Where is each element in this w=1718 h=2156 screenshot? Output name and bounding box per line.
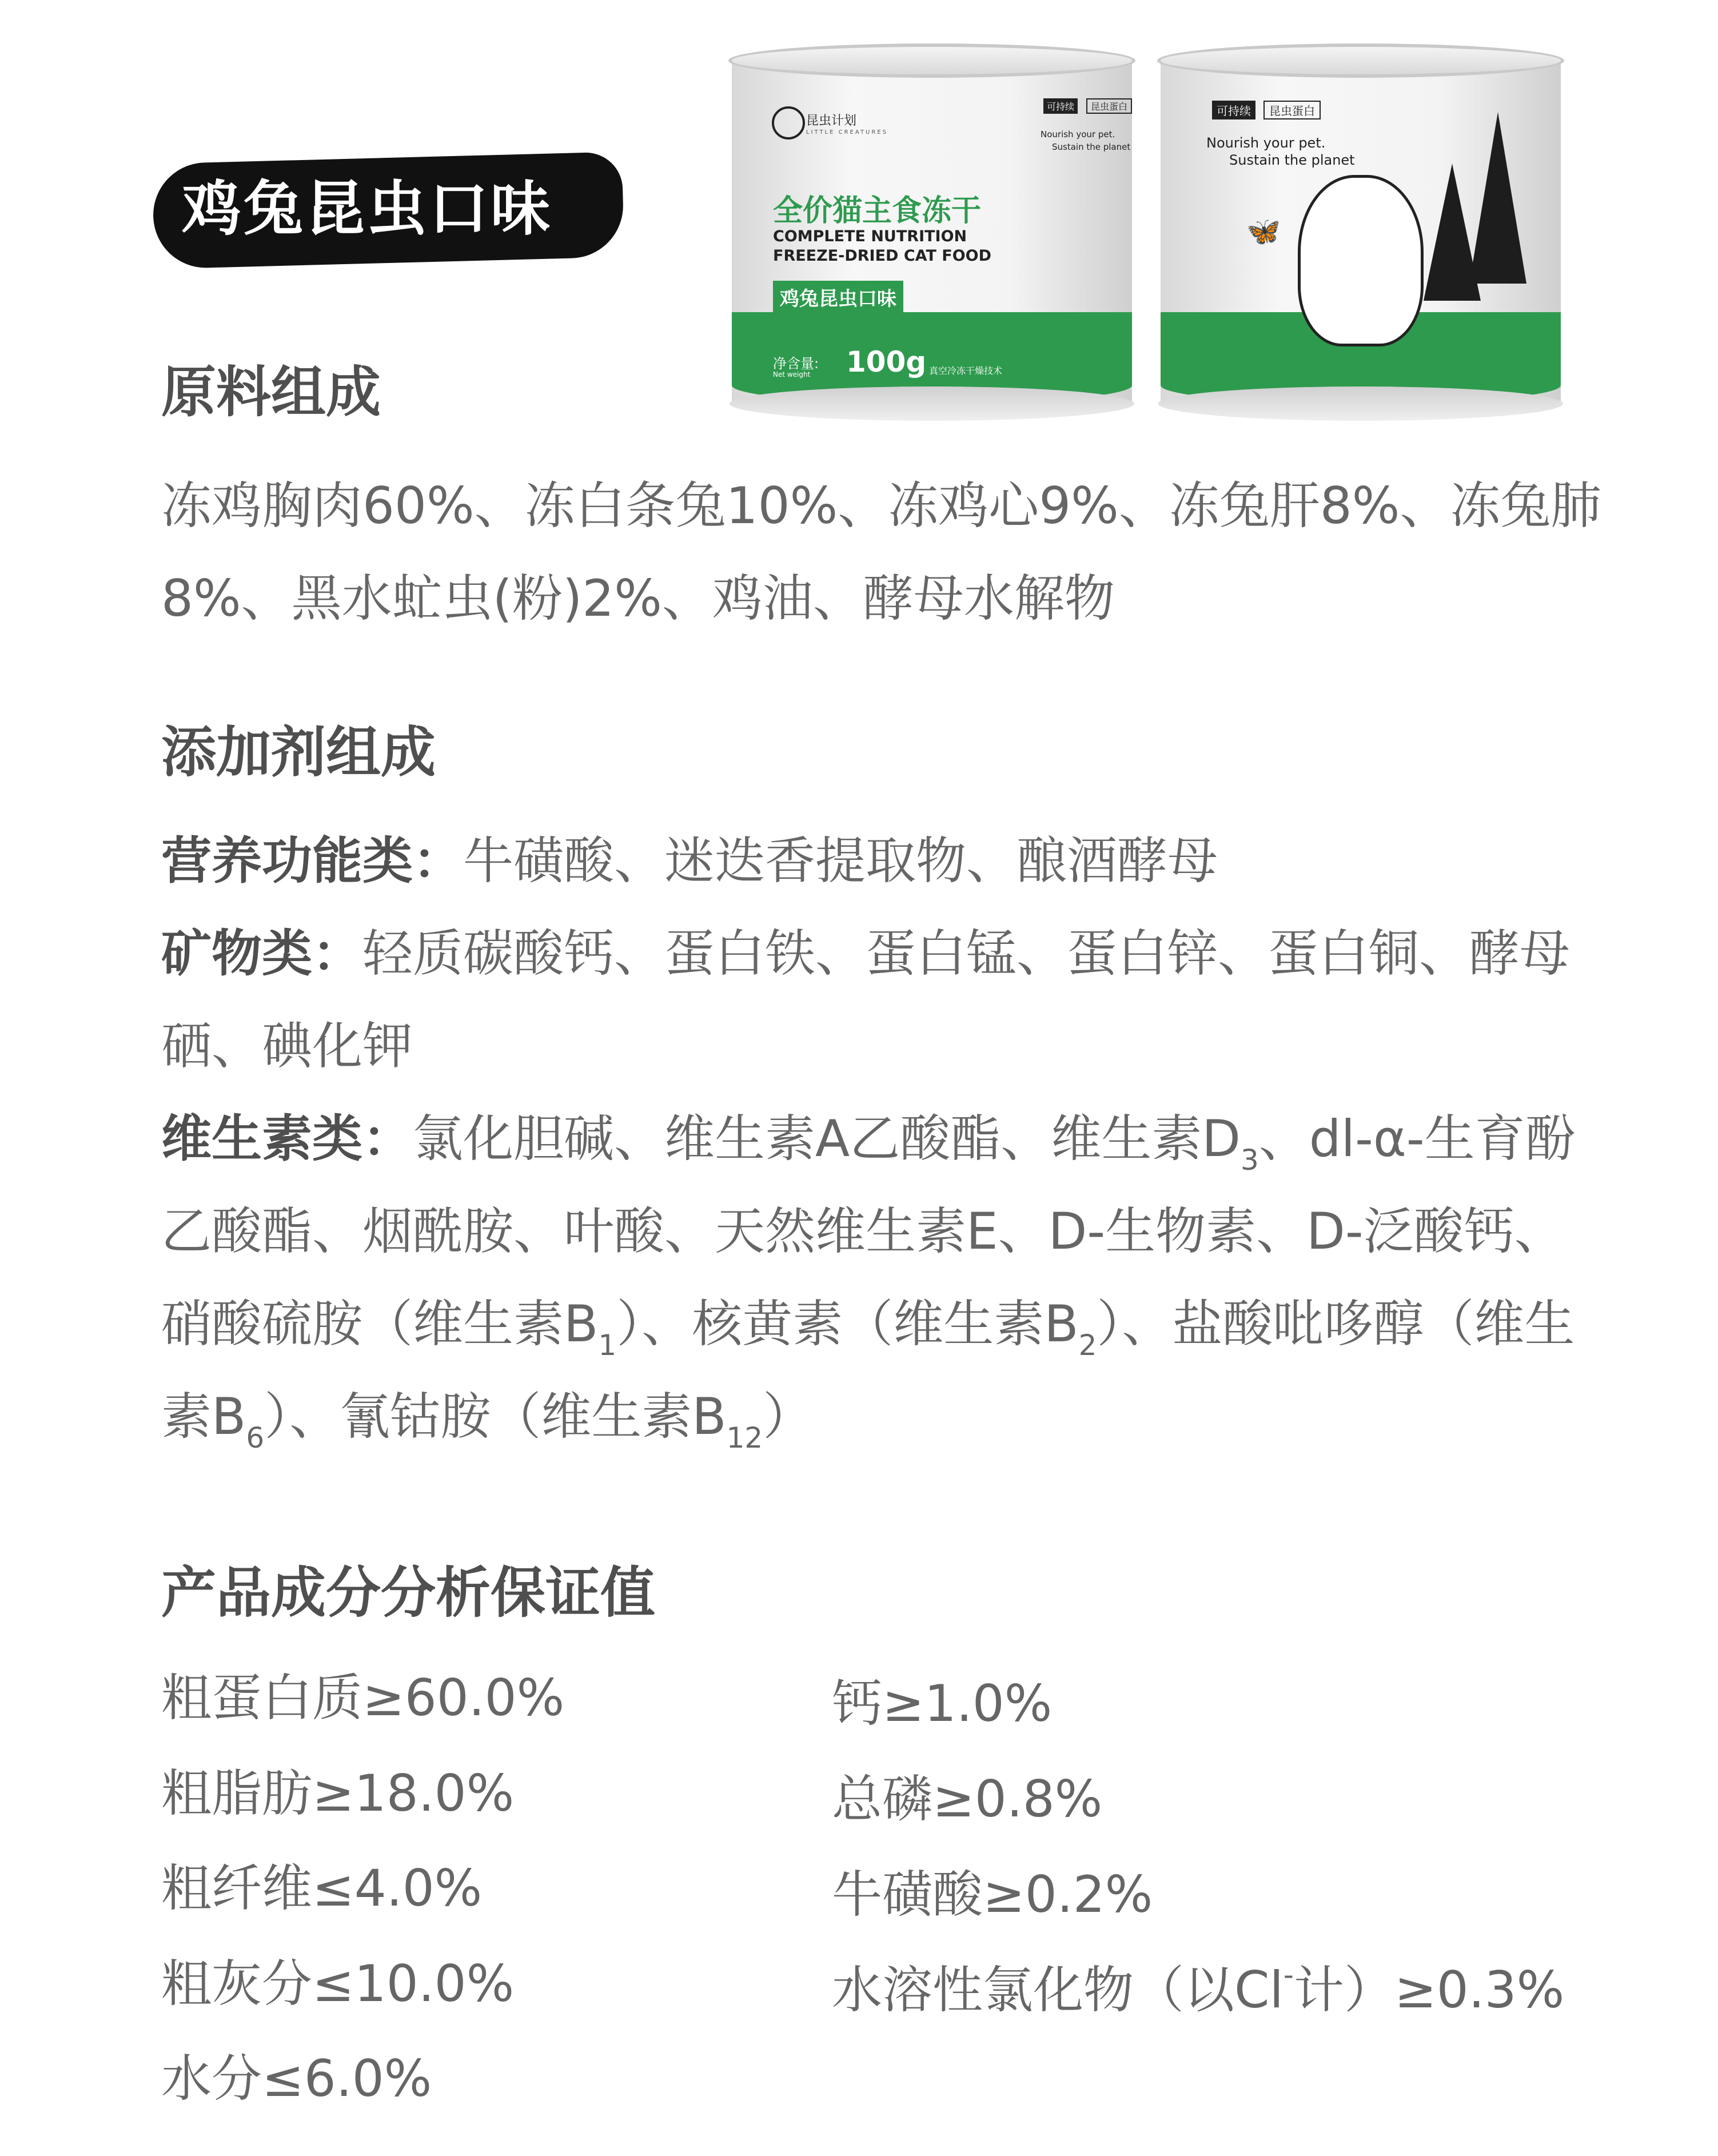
can-tech: 真空冷冻干燥技术 (929, 365, 1003, 376)
additives-block (161, 815, 1602, 1463)
subscript: 2 (1078, 1329, 1097, 1362)
can-net-weight: 100g (846, 345, 927, 378)
product-can-front (732, 43, 1132, 421)
vitamin-text: ）、盐酸吡哆醇（维生素B (161, 1294, 1575, 1446)
can-lid (1157, 43, 1564, 78)
spec-right: 钙≥1.0% (832, 1674, 1053, 1733)
subscript: 6 (246, 1421, 265, 1454)
chloride-text: 计）≥0.3% (1293, 1960, 1565, 2019)
can-slogan-2: Sustain the planet (1229, 152, 1355, 168)
spec-right-chloride (832, 1958, 1565, 2019)
can-slogan-1: Nourish your pet. (1206, 135, 1326, 151)
spec-right: 总磷≥0.8% (832, 1770, 1103, 1828)
vitamin-label: 维生素类： (161, 1109, 413, 1168)
vitamin-text: 氯化胆碱、维生素A乙酸酯、维生素D (413, 1109, 1241, 1168)
can-badge-left: 可持续 (1043, 98, 1078, 114)
can-badge-right: 昆虫蛋白 (1263, 101, 1321, 119)
can-title-cn: 全价猫主食冻干 (773, 194, 982, 228)
can-net-label: 净含量: (773, 356, 819, 372)
nutrition-text: 牛磺酸、迷迭香提取物、酿酒酵母 (463, 831, 1218, 890)
can-rim (730, 386, 1134, 421)
spec-left: 粗蛋白质≥60.0% (161, 1668, 565, 1727)
can-logo-icon (772, 106, 805, 140)
subscript: 3 (1240, 1143, 1259, 1177)
mineral-additives (161, 907, 1602, 1093)
superscript: - (1283, 1958, 1294, 1991)
vitamin-text: ） (763, 1387, 814, 1446)
can-slogan-1: Nourish your pet. (1041, 129, 1115, 140)
vitamin-text: ）、氰钴胺（维生素B (264, 1387, 727, 1446)
tree-icon (1424, 164, 1481, 301)
can-brand: 昆虫计划 (806, 114, 857, 128)
mineral-label: 矿物类： (161, 924, 363, 983)
can-slogan-2: Sustain the planet (1052, 142, 1131, 152)
ingredients-text: 冻鸡胸肉60%、冻白条兔10%、冻鸡心9%、冻兔肝8%、冻兔肺8%、黑水虻虫(粉)2%、鸡油、酵母水解物 (161, 476, 1601, 628)
can-title-en-1: COMPLETE NUTRITION (773, 228, 967, 245)
chloride-text: 水溶性氯化物（以Cl (832, 1960, 1283, 2019)
spec-right: 牛磺酸≥0.2% (832, 1865, 1153, 1924)
can-brand-sub: LITTLE CREATURES (806, 129, 888, 136)
can-badge-right: 昆虫蛋白 (1086, 98, 1132, 114)
can-net-label-en: Net weight (773, 370, 811, 378)
flavor-tag: 鸡兔昆虫口味 (182, 174, 553, 244)
nutrition-additives (161, 815, 1602, 907)
can-lid (728, 43, 1135, 78)
spec-left: 水分≤6.0% (161, 2049, 432, 2108)
can-title-en-2: FREEZE-DRIED CAT FOOD (773, 247, 992, 265)
vitamin-text: 、dl-α-生育酚乙酸酯、烟酰胺、叶酸、天然维生素E、D-生物素、D-泛酸钙、硝酸硫胺（维生素B (161, 1109, 1576, 1353)
spec-left: 粗纤维≤4.0% (161, 1859, 483, 1918)
vitamin-additives (161, 1093, 1602, 1463)
product-can-back (1161, 43, 1561, 421)
cat-illustration-icon (1298, 175, 1424, 346)
subscript: 1 (598, 1329, 617, 1362)
nutrition-label: 营养功能类： (161, 831, 464, 890)
spec-left: 粗灰分≤10.0% (161, 1954, 515, 2013)
additives-heading: 添加剂组成 (161, 720, 436, 784)
vitamin-text: ）、核黄素（维生素B (616, 1294, 1079, 1353)
can-rim (1158, 386, 1563, 421)
ingredients-heading: 原料组成 (161, 360, 381, 424)
subscript: 12 (726, 1421, 763, 1454)
can-badge-left: 可持续 (1212, 101, 1255, 119)
can-flavor: 鸡兔昆虫口味 (773, 281, 903, 313)
spec-left: 粗脂肪≥18.0% (161, 1764, 515, 1823)
analysis-heading: 产品成分分析保证值 (161, 1561, 655, 1625)
butterfly-icon: 🦋 (1246, 216, 1281, 248)
mineral-text: 轻质碳酸钙、蛋白铁、蛋白锰、蛋白锌、蛋白铜、酵母硒、碘化钾 (161, 924, 1570, 1075)
